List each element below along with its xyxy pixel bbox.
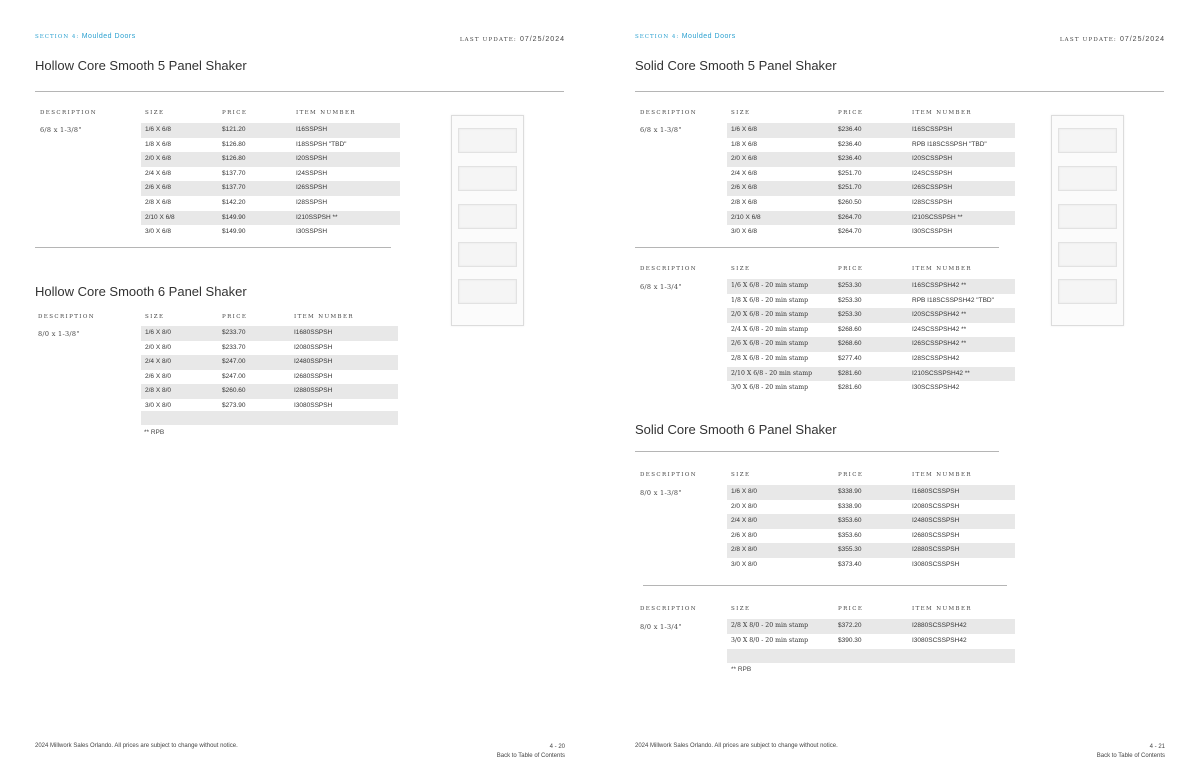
- cell-price: $236.40: [838, 126, 862, 133]
- col-header-size: SIZE: [731, 266, 751, 272]
- last-update-date: 07/25/2024: [1119, 36, 1165, 43]
- cell-size: 2/6 X 8/0: [731, 531, 758, 539]
- cell-item: RPB I18SCSSPSH42 "TBD": [912, 296, 994, 304]
- cell-price: $372.20: [838, 622, 862, 629]
- cell-size: 3/0 X 6/8 - 20 min stamp: [731, 384, 809, 392]
- cell-item: I210SSPSH **: [296, 213, 338, 221]
- cell-price: $251.70: [838, 184, 862, 192]
- cell-item: I24SSPSH: [296, 169, 328, 177]
- table-row: [727, 167, 1015, 182]
- cell-item: I210SCSSPSH42 **: [912, 369, 970, 377]
- col-header-description: DESCRIPTION: [640, 606, 697, 612]
- cell-size: 2/8 X 8/0: [145, 387, 172, 395]
- table-row: [141, 326, 398, 341]
- cell-price: $233.70: [222, 329, 246, 336]
- door-panel: [458, 166, 517, 191]
- cell-size: 2/8 X 6/8: [145, 198, 172, 206]
- cell-size: 2/0 X 6/8: [145, 155, 172, 163]
- col-header-price: PRICE: [222, 314, 248, 320]
- cell-size: 1/6 X 6/8 - 20 min stamp: [731, 282, 809, 289]
- cell-size: 2/4 X 8/0: [145, 358, 172, 366]
- cell-price: $233.70: [222, 343, 246, 351]
- toc-link[interactable]: Back to Table of Contents: [1096, 753, 1165, 759]
- table-row: [727, 196, 1015, 211]
- table-row: [727, 529, 1015, 544]
- section-prefix: SECTION 4:: [35, 34, 80, 40]
- cell-price: $353.60: [838, 531, 862, 539]
- table-row: [727, 123, 1015, 138]
- cell-price: $281.60: [838, 384, 862, 392]
- table-row: [727, 558, 1015, 573]
- col-header-item: ITEM NUMBER: [912, 472, 972, 478]
- footnote: ** RPB: [731, 666, 752, 673]
- row-description: 6/8 x 1-3/4": [640, 283, 682, 291]
- table-filler-row: [141, 411, 398, 425]
- cell-item: I28SCSSPSH42: [912, 354, 960, 362]
- price-table: [727, 123, 1015, 240]
- cell-size: 3/0 X 8/0: [731, 560, 758, 568]
- table-row: [141, 138, 400, 153]
- cell-size: 2/6 X 6/8: [731, 184, 758, 192]
- cell-size: 2/6 X 6/8: [145, 184, 172, 192]
- col-header-description: DESCRIPTION: [38, 314, 95, 320]
- cell-item: I28SCSSPSH: [912, 198, 953, 206]
- price-table: [727, 485, 1015, 573]
- door-panel: [1058, 242, 1117, 267]
- cell-size: 2/4 X 6/8: [145, 169, 172, 177]
- table-row: [141, 341, 398, 356]
- col-header-size: SIZE: [145, 110, 165, 116]
- cell-size: 2/0 X 8/0: [145, 343, 172, 351]
- cell-item: I16SCSSPSH: [912, 126, 953, 133]
- col-header-description: DESCRIPTION: [640, 472, 697, 478]
- cell-price: $149.90: [222, 228, 246, 236]
- section-title: Solid Core Smooth 6 Panel Shaker: [635, 422, 837, 437]
- cell-size: 1/6 X 8/0: [145, 329, 172, 336]
- cell-item: I26SCSSPSH42 **: [912, 340, 967, 348]
- cell-price: $121.20: [222, 126, 246, 133]
- cell-item: I3080SSPSH: [294, 401, 333, 409]
- table-row: [141, 370, 398, 385]
- table-row: [727, 152, 1015, 167]
- cell-size: 2/10 X 6/8: [731, 213, 761, 221]
- row-description: 8/0 x 1-3/8": [640, 489, 682, 497]
- door-panel: [1058, 204, 1117, 229]
- cell-item: I20SSPSH: [296, 155, 328, 163]
- footnote: ** RPB: [144, 429, 165, 436]
- col-header-price: PRICE: [838, 472, 864, 478]
- footer-right: [1097, 743, 1165, 761]
- table-row: [727, 138, 1015, 153]
- table-row: [141, 152, 400, 167]
- cell-price: $260.50: [838, 198, 862, 206]
- col-header-item: ITEM NUMBER: [912, 266, 972, 272]
- cell-price: $236.40: [838, 140, 862, 148]
- cell-price: $253.30: [838, 282, 862, 289]
- table-divider: [35, 247, 391, 248]
- door-panel: [1058, 166, 1117, 191]
- door-image-5-panel: [1051, 115, 1124, 326]
- table-row: [141, 384, 398, 399]
- door-panel: [458, 242, 517, 267]
- cell-item: I3080SCSSPSH42: [912, 636, 967, 644]
- table-row: [727, 619, 1015, 634]
- cell-price: $353.60: [838, 517, 862, 525]
- cell-item: I20SCSSPSH42 **: [912, 311, 967, 319]
- page-right: [600, 0, 1200, 776]
- title-divider: [35, 91, 564, 92]
- cell-item: I18SSPSH "TBD": [296, 140, 347, 148]
- cell-price: $268.60: [838, 340, 862, 348]
- cell-item: I2880SCSSPSH42: [912, 622, 967, 629]
- price-table: [727, 279, 1015, 396]
- cell-price: $338.90: [838, 502, 862, 510]
- cell-item: I26SCSSPSH: [912, 184, 953, 192]
- cell-price: $277.40: [838, 354, 862, 362]
- cell-price: $247.00: [222, 358, 246, 366]
- table-row: [727, 337, 1015, 352]
- cell-price: $264.70: [838, 213, 862, 221]
- last-update: [460, 36, 565, 43]
- last-update-label: LAST UPDATE:: [459, 37, 517, 43]
- table-row: [727, 279, 1015, 294]
- cell-item: I2480SSPSH: [294, 358, 333, 366]
- table-row: [727, 514, 1015, 529]
- table-row: [141, 167, 400, 182]
- cell-size: 1/8 X 6/8 - 20 min stamp: [731, 296, 809, 304]
- col-header-size: SIZE: [731, 110, 751, 116]
- price-table: [141, 123, 400, 240]
- cell-item: I16SCSSPSH42 **: [912, 282, 967, 289]
- cell-size: 2/0 X 6/8: [731, 155, 758, 163]
- cell-size: 2/6 X 6/8 - 20 min stamp: [731, 340, 809, 348]
- col-header-description: DESCRIPTION: [640, 266, 697, 272]
- toc-link[interactable]: Back to Table of Contents: [496, 753, 565, 759]
- cell-item: I2080SSPSH: [294, 343, 333, 351]
- col-header-item: ITEM NUMBER: [912, 110, 972, 116]
- cell-price: $247.00: [222, 372, 246, 380]
- page-title: Solid Core Smooth 5 Panel Shaker: [635, 58, 837, 73]
- col-header-price: PRICE: [838, 606, 864, 612]
- cell-price: $260.60: [222, 387, 246, 395]
- cell-price: $273.90: [222, 401, 246, 409]
- cell-item: I16SSPSH: [296, 126, 328, 133]
- cell-price: $253.30: [838, 311, 862, 319]
- section-name: Moulded Doors: [681, 33, 736, 40]
- cell-item: I26SSPSH: [296, 184, 328, 192]
- row-description: 8/0 x 1-3/8": [38, 330, 80, 338]
- footer-right: [497, 743, 565, 761]
- page-number: 4 - 21: [1149, 744, 1165, 750]
- section-prefix: SECTION 4:: [635, 34, 680, 40]
- cell-size: 2/0 X 6/8 - 20 min stamp: [731, 311, 809, 319]
- table-row: [727, 211, 1015, 226]
- cell-price: $281.60: [838, 369, 862, 377]
- cell-price: $126.80: [222, 140, 246, 148]
- cell-size: 2/6 X 8/0: [145, 372, 172, 380]
- cell-price: $149.90: [222, 213, 246, 221]
- table-row: [727, 634, 1015, 649]
- cell-size: 3/0 X 6/8: [731, 228, 758, 236]
- cell-item: I2080SCSSPSH: [912, 502, 960, 510]
- cell-price: $236.40: [838, 155, 862, 163]
- cell-size: 1/6 X 6/8: [731, 126, 758, 133]
- footer-copyright: 2024 Millwork Sales Orlando. All prices are subject to change without notice.: [635, 743, 838, 749]
- cell-size: 3/0 X 6/8: [145, 228, 172, 236]
- cell-item: I28SSPSH: [296, 198, 328, 206]
- cell-size: 2/4 X 6/8: [731, 169, 758, 177]
- row-description: 8/0 x 1-3/4": [640, 623, 682, 631]
- cell-item: I210SCSSPSH **: [912, 213, 963, 221]
- table-row: [141, 181, 400, 196]
- cell-item: I30SSPSH: [296, 228, 328, 236]
- col-header-size: SIZE: [731, 472, 751, 478]
- cell-price: $126.80: [222, 155, 246, 163]
- col-header-description: DESCRIPTION: [640, 110, 697, 116]
- cell-price: $268.60: [838, 325, 862, 333]
- cell-item: RPB I18SCSSPSH "TBD": [912, 140, 987, 148]
- door-panel: [1058, 279, 1117, 304]
- table-row: [727, 500, 1015, 515]
- door-panel: [1058, 128, 1117, 153]
- cell-size: 1/6 X 6/8: [145, 126, 172, 133]
- table-row: [727, 181, 1015, 196]
- table-row: [141, 123, 400, 138]
- cell-size: 1/6 X 8/0: [731, 488, 758, 495]
- table-row: [727, 381, 1015, 396]
- cell-size: 3/0 X 8/0: [145, 401, 172, 409]
- table-row: [727, 294, 1015, 309]
- section-name: Moulded Doors: [81, 33, 136, 40]
- door-panel: [458, 128, 517, 153]
- col-header-item: ITEM NUMBER: [294, 314, 354, 320]
- door-panel: [458, 279, 517, 304]
- table-row: [727, 308, 1015, 323]
- cell-price: $251.70: [838, 169, 862, 177]
- table-row: [141, 196, 400, 211]
- cell-size: 2/4 X 6/8 - 20 min stamp: [731, 325, 809, 333]
- cell-price: $338.90: [838, 488, 862, 495]
- cell-item: I24SCSSPSH: [912, 169, 953, 177]
- table-row: [141, 211, 400, 226]
- col-header-description: DESCRIPTION: [40, 110, 97, 116]
- cell-size: 2/8 X 6/8 - 20 min stamp: [731, 354, 809, 362]
- table-row: [727, 543, 1015, 558]
- cell-size: 2/4 X 8/0: [731, 517, 758, 525]
- cell-item: I3080SCSSPSH: [912, 560, 960, 568]
- row-description: 6/8 x 1-3/8": [40, 126, 82, 134]
- section-label: [35, 33, 136, 40]
- cell-price: $373.40: [838, 560, 862, 568]
- door-image-5-panel: [451, 115, 524, 326]
- footer-copyright: 2024 Millwork Sales Orlando. All prices are subject to change without notice.: [35, 743, 238, 749]
- cell-item: I30SCSSPSH: [912, 228, 953, 236]
- col-header-item: ITEM NUMBER: [912, 606, 972, 612]
- cell-item: I2480SCSSPSH: [912, 517, 960, 525]
- col-header-price: PRICE: [838, 266, 864, 272]
- cell-size: 2/8 X 8/0 - 20 min stamp: [731, 622, 809, 629]
- table-row: [141, 225, 400, 240]
- cell-size: 2/10 X 6/8: [145, 213, 175, 221]
- last-update: [1060, 36, 1165, 43]
- title-divider: [635, 451, 999, 452]
- cell-item: I1680SSPSH: [294, 329, 333, 336]
- col-header-size: SIZE: [145, 314, 165, 320]
- door-panel: [458, 204, 517, 229]
- cell-price: $355.30: [838, 546, 862, 554]
- cell-price: $264.70: [838, 228, 862, 236]
- cell-size: 2/10 X 6/8 - 20 min stamp: [731, 369, 813, 377]
- col-header-price: PRICE: [222, 110, 248, 116]
- cell-price: $142.20: [222, 198, 246, 206]
- page-number: 4 - 20: [549, 744, 565, 750]
- cell-item: I2680SCSSPSH: [912, 531, 960, 539]
- cell-price: $137.70: [222, 184, 246, 192]
- cell-size: 2/8 X 8/0: [731, 546, 758, 554]
- cell-price: $390.30: [838, 636, 862, 644]
- cell-item: I2880SCSSPSH: [912, 546, 960, 554]
- cell-size: 1/8 X 6/8: [145, 140, 172, 148]
- col-header-price: PRICE: [838, 110, 864, 116]
- table-divider: [635, 247, 999, 248]
- table-divider: [643, 585, 1007, 586]
- cell-item: I24SCSSPSH42 **: [912, 325, 967, 333]
- price-table: [141, 326, 398, 414]
- title-divider: [635, 91, 1164, 92]
- table-row: [727, 352, 1015, 367]
- table-row: [141, 355, 398, 370]
- section-label: [635, 33, 736, 40]
- cell-item: I1680SCSSPSH: [912, 488, 960, 495]
- cell-size: 2/0 X 8/0: [731, 502, 758, 510]
- col-header-item: ITEM NUMBER: [296, 110, 356, 116]
- cell-item: I30SCSSPSH42: [912, 384, 960, 392]
- cell-price: $253.30: [838, 296, 862, 304]
- last-update-label: LAST UPDATE:: [1059, 37, 1117, 43]
- table-row: [727, 367, 1015, 382]
- page-title: Hollow Core Smooth 5 Panel Shaker: [35, 58, 247, 73]
- table-row: [727, 323, 1015, 338]
- last-update-date: 07/25/2024: [519, 36, 565, 43]
- table-row: [727, 485, 1015, 500]
- cell-item: I20SCSSPSH: [912, 155, 953, 163]
- cell-price: $137.70: [222, 169, 246, 177]
- col-header-size: SIZE: [731, 606, 751, 612]
- cell-item: I2880SSPSH: [294, 387, 333, 395]
- cell-size: 3/0 X 8/0 - 20 min stamp: [731, 636, 809, 644]
- table-row: [727, 225, 1015, 240]
- cell-size: 1/8 X 6/8: [731, 140, 758, 148]
- section-title: Hollow Core Smooth 6 Panel Shaker: [35, 284, 247, 299]
- cell-item: I2680SSPSH: [294, 372, 333, 380]
- cell-size: 2/8 X 6/8: [731, 198, 758, 206]
- price-table: [727, 619, 1015, 648]
- table-filler-row: [727, 649, 1015, 663]
- row-description: 6/8 x 1-3/8": [640, 126, 682, 134]
